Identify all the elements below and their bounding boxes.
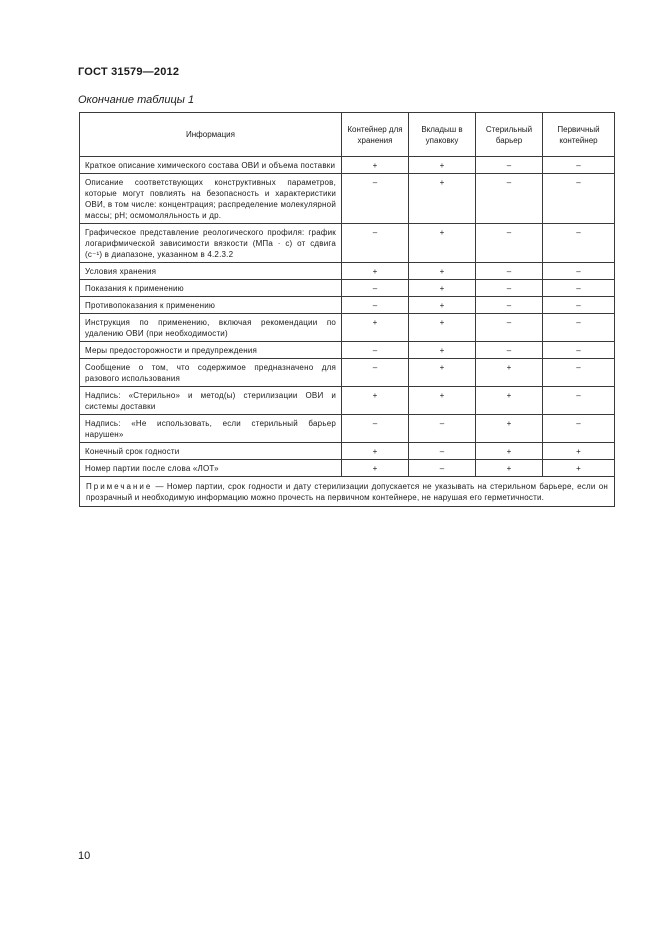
mark-cell: –: [476, 263, 543, 280]
mark-cell: –: [543, 297, 615, 314]
header-primary-container: Первичный контейнер: [543, 113, 615, 157]
table-caption: Окончание таблицы 1: [78, 94, 195, 106]
table-row: [80, 314, 615, 342]
mark-cell: –: [409, 415, 476, 443]
information-cell: Противопоказания к применению: [80, 297, 342, 314]
information-cell: Краткое описание химического состава ОВИ и объема поставки: [80, 157, 342, 174]
mark-cell: +: [476, 443, 543, 460]
mark-cell: –: [476, 314, 543, 342]
mark-cell: +: [342, 460, 409, 477]
mark-cell: –: [543, 224, 615, 263]
mark-cell: +: [342, 157, 409, 174]
table-note: [80, 477, 615, 507]
mark-cell: +: [342, 314, 409, 342]
mark-cell: –: [543, 174, 615, 224]
table-header-row: [80, 113, 615, 157]
mark-cell: –: [476, 297, 543, 314]
mark-cell: +: [409, 314, 476, 342]
mark-cell: –: [543, 263, 615, 280]
document-header: ГОСТ 31579—2012: [78, 66, 180, 78]
table-row: [80, 342, 615, 359]
information-cell: Инструкция по применению, включая рекомендации по удалению ОВИ (при необходимости): [80, 314, 342, 342]
mark-cell: +: [409, 280, 476, 297]
table-row: [80, 280, 615, 297]
mark-cell: –: [543, 359, 615, 387]
information-cell: Графическое представление реологического профиля: график логарифмической зависимости вязкости (МПа · с) от сдвига (с⁻¹) в диапазоне, указанном в 4.2.3.2: [80, 224, 342, 263]
table-row: [80, 460, 615, 477]
information-cell: Сообщение о том, что содержимое предназначено для разового использования: [80, 359, 342, 387]
mark-cell: +: [409, 342, 476, 359]
mark-cell: –: [409, 443, 476, 460]
information-cell: Показания к применению: [80, 280, 342, 297]
mark-cell: +: [342, 263, 409, 280]
information-cell: Номер партии после слова «ЛОТ»: [80, 460, 342, 477]
table-row: [80, 359, 615, 387]
mark-cell: –: [476, 280, 543, 297]
mark-cell: –: [543, 387, 615, 415]
table-row: [80, 157, 615, 174]
mark-cell: +: [476, 460, 543, 477]
table-row: [80, 387, 615, 415]
mark-cell: –: [342, 342, 409, 359]
mark-cell: –: [342, 415, 409, 443]
mark-cell: –: [476, 224, 543, 263]
information-cell: Меры предосторожности и предупреждения: [80, 342, 342, 359]
mark-cell: +: [476, 359, 543, 387]
requirements-table: [79, 112, 615, 507]
information-cell: Конечный срок годности: [80, 443, 342, 460]
page-number: 10: [78, 850, 91, 862]
table-body: [80, 157, 615, 477]
mark-cell: –: [476, 157, 543, 174]
mark-cell: –: [342, 224, 409, 263]
information-cell: Надпись: «Стерильно» и метод(ы) стерилизации ОВИ и системы доставки: [80, 387, 342, 415]
header-information: Информация: [80, 113, 342, 157]
mark-cell: +: [409, 224, 476, 263]
mark-cell: +: [409, 387, 476, 415]
mark-cell: +: [409, 157, 476, 174]
table-row: [80, 415, 615, 443]
mark-cell: +: [409, 263, 476, 280]
note-row: [80, 477, 615, 507]
mark-cell: +: [543, 460, 615, 477]
header-sterile-barrier: Стерильный барьер: [476, 113, 543, 157]
mark-cell: –: [543, 314, 615, 342]
mark-cell: +: [543, 443, 615, 460]
mark-cell: –: [342, 280, 409, 297]
header-storage-container: Контейнер для хранения: [342, 113, 409, 157]
mark-cell: –: [543, 280, 615, 297]
mark-cell: +: [409, 174, 476, 224]
mark-cell: +: [342, 387, 409, 415]
mark-cell: +: [476, 415, 543, 443]
table-row: [80, 443, 615, 460]
note-label: Примечание: [86, 482, 153, 491]
mark-cell: –: [476, 342, 543, 359]
mark-cell: +: [476, 387, 543, 415]
mark-cell: –: [342, 359, 409, 387]
table-row: [80, 224, 615, 263]
header-package-insert: Вкладыш в упаковку: [409, 113, 476, 157]
information-cell: Условия хранения: [80, 263, 342, 280]
mark-cell: –: [342, 297, 409, 314]
mark-cell: –: [543, 342, 615, 359]
table-row: [80, 263, 615, 280]
mark-cell: –: [342, 174, 409, 224]
table-row: [80, 174, 615, 224]
mark-cell: +: [342, 443, 409, 460]
information-cell: Описание соответствующих конструктивных параметров, которые могут повлиять на безопасность и характеристики ОВИ, в том числе: концентрация; распределение молекулярной массы; pH; осмомоляльность и др.: [80, 174, 342, 224]
mark-cell: +: [409, 359, 476, 387]
mark-cell: –: [543, 157, 615, 174]
mark-cell: –: [476, 174, 543, 224]
mark-cell: +: [409, 297, 476, 314]
table-row: [80, 297, 615, 314]
mark-cell: –: [543, 415, 615, 443]
note-text: — Номер партии, срок годности и дату стерилизации допускается не указывать на стерильном барьере, если он прозрачный и необходимую информацию можно прочесть на первичном контейнере, не нарушая его герметичности.: [86, 482, 608, 502]
information-cell: Надпись: «Не использовать, если стерильный барьер нарушен»: [80, 415, 342, 443]
mark-cell: –: [409, 460, 476, 477]
